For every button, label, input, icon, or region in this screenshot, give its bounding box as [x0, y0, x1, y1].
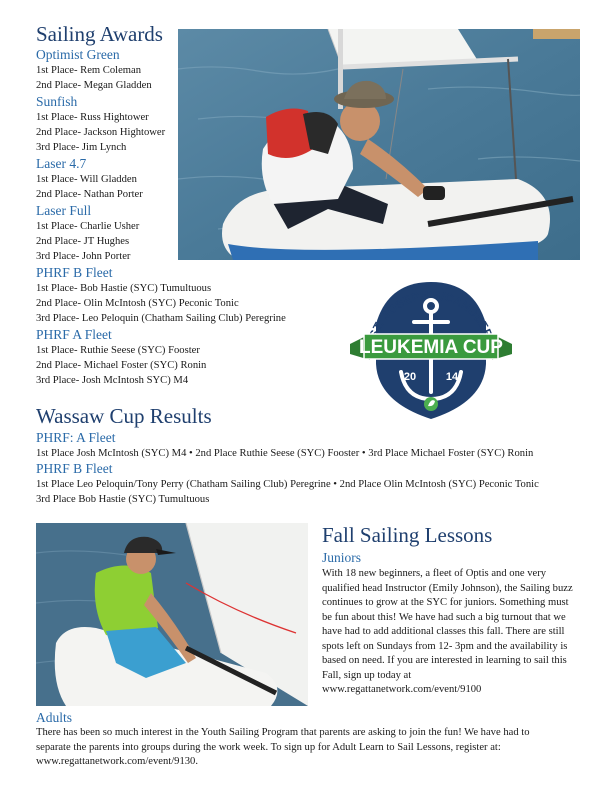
logo-banner-text: LEUKEMIA CUP [359, 337, 503, 358]
award-result: 2nd Place- Jackson Hightower [36, 127, 166, 138]
junior-sailor-photo [36, 523, 308, 706]
award-result: 1st Place- Bob Hastie (SYC) Tumultuous [36, 283, 212, 294]
fleet-result-line: 1st Place Leo Peloquin/Tony Perry (Chatham Sailing Club) Peregrine • 2nd Place Olin McIntosh (SYC) Peconic Tonic [36, 479, 539, 490]
award-result: 2nd Place- Michael Foster (SYC) Ronin [36, 360, 207, 371]
adults-section [36, 710, 596, 770]
category-heading: PHRF B Fleet [36, 265, 113, 280]
paragraph-line: There has been so much interest in the Youth Sailing Program that parents are asking to join the fun! We have had to [36, 727, 530, 738]
award-result: 1st Place- Will Gladden [36, 174, 137, 185]
paragraph-line: separate the parents into groups during the work week. To sign up for Adult Learn to Sail Lessons, register at: [36, 741, 501, 753]
award-result: 2nd Place- JT Hughes [36, 236, 130, 247]
fleet-result-line: 1st Place Josh McIntosh (SYC) M4 • 2nd Place Ruthie Seese (SYC) Fooster • 3rd Place Michael Foster (SYC) Ronin [36, 448, 534, 459]
juniors-heading: Juniors [322, 550, 362, 565]
award-result: 1st Place- Ruthie Seese (SYC) Fooster [36, 345, 200, 356]
wassaw-cup-title: Wassaw Cup Results [36, 404, 212, 428]
award-result: 1st Place- Russ Hightower [36, 112, 149, 123]
juniors-paragraph [322, 567, 590, 698]
paragraph-line: based on need. If you are interested in learning to sail this [322, 655, 567, 666]
award-category [36, 327, 336, 388]
fall-lessons-title: Fall Sailing Lessons [322, 523, 493, 547]
adults-signup-url: www.regattanetwork.com/event/9130. [36, 756, 198, 767]
juniors-signup-url: www.regattanetwork.com/event/9100 [322, 684, 482, 695]
award-result: 2nd Place- Megan Gladden [36, 80, 152, 91]
leukemia-cup-logo [346, 264, 516, 426]
award-result: 3rd Place- Jim Lynch [36, 142, 127, 153]
fleet-heading: PHRF: A Fleet [36, 430, 116, 445]
paragraph-line: spots left on Sundays from 12- 3pm and the availability is [322, 640, 568, 652]
award-category [36, 265, 336, 326]
paragraph-line: continues to grow at the SYC for juniors. Something must [322, 597, 569, 608]
sailboat-photo-top [178, 29, 580, 260]
category-heading: Laser Full [36, 203, 92, 218]
award-result: 1st Place- Rem Coleman [36, 65, 142, 76]
fleet-result-line: 3rd Place Bob Hastie (SYC) Tumultuous [36, 494, 210, 505]
award-result: 3rd Place- Leo Peloquin (Chatham Sailing Club) Peregrine [36, 313, 286, 324]
award-result: 2nd Place- Olin McIntosh (SYC) Peconic Tonic [36, 298, 239, 309]
award-result: 3rd Place- John Porter [36, 251, 131, 262]
paragraph-line: With 18 new beginners, a fleet of Optis and one very [322, 568, 547, 579]
logo-top-text: T. JOSEPH'S/CANDLE [371, 289, 491, 333]
award-result: 2nd Place- Nathan Porter [36, 189, 143, 200]
award-result: 1st Place- Charlie Usher [36, 221, 140, 232]
paragraph-line: Fall, sign up today at [322, 669, 412, 681]
category-heading: Optimist Green [36, 47, 120, 62]
wassaw-cup-section [36, 404, 596, 507]
logo-year-left: 20 [403, 371, 417, 383]
logo-year-right: 14 [445, 371, 459, 383]
award-result: 3rd Place- Josh McIntosh SYC) M4 [36, 375, 189, 386]
paragraph-line: qualified head Instructor (Emily Johnson), the Sailing buzz [322, 582, 573, 594]
category-heading: PHRF A Fleet [36, 327, 112, 342]
fleet-heading: PHRF B Fleet [36, 461, 113, 476]
category-heading: Laser 4.7 [36, 156, 87, 171]
category-heading: Sunfish [36, 94, 78, 109]
adults-heading: Adults [36, 710, 73, 725]
paragraph-line: be fun about this! We have had such a big turnout that we [322, 611, 566, 623]
paragraph-line: have had to add additional classes this fall. There are still [322, 626, 565, 637]
adults-paragraph [36, 726, 596, 770]
sailing-awards-title: Sailing Awards [36, 22, 163, 46]
fall-lessons-section [322, 523, 590, 698]
